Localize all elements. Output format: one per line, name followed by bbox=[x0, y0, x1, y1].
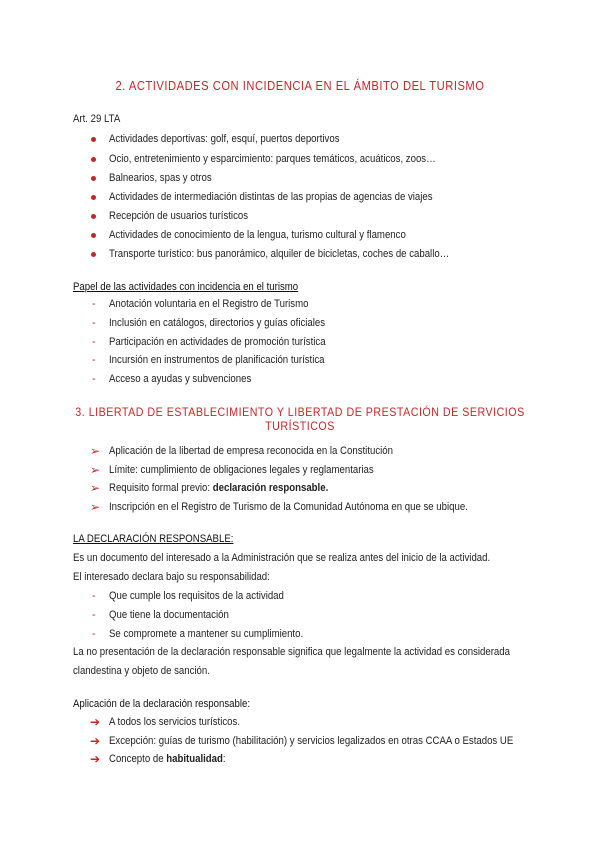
arrowhead-icon: ➢ bbox=[90, 463, 101, 477]
application-item: Excepción: guías de turismo (habilitación) y servicios legalizados en otras CCAA o Estados UE bbox=[109, 735, 514, 747]
bullet-icon bbox=[91, 157, 96, 162]
freedom-point: Inscripción en el Registro de Turismo de la Comunidad Autónoma en que se ubique. bbox=[109, 501, 468, 513]
dash-icon: - bbox=[92, 628, 96, 640]
declaration-intro: El interesado declara bajo su responsabilidad: bbox=[73, 571, 270, 583]
arrowhead-icon: ➢ bbox=[90, 444, 101, 458]
arrow-right-icon: ➔ bbox=[90, 715, 101, 729]
role-item: Anotación voluntaria en el Registro de Turismo bbox=[109, 298, 309, 310]
dash-icon: - bbox=[92, 354, 96, 366]
arrowhead-icon: ➢ bbox=[90, 481, 101, 495]
application-item-text: Concepto de bbox=[109, 753, 167, 765]
dash-icon: - bbox=[92, 373, 96, 385]
activity-item: Actividades deportivas: golf, esquí, puertos deportivos bbox=[109, 133, 340, 145]
section-3-title: 3. LIBERTAD DE ESTABLECIMIENTO Y LIBERTAD DE PRESTACIÓN DE SERVICIOS TURÍSTICOS bbox=[75, 405, 525, 433]
dash-icon: - bbox=[92, 609, 96, 621]
declaration-heading: LA DECLARACIÓN RESPONSABLE: bbox=[73, 533, 234, 545]
article-reference: Art. 29 LTA bbox=[73, 113, 121, 125]
arrowhead-icon: ➢ bbox=[90, 500, 101, 514]
role-item: Participación en actividades de promoción turística bbox=[109, 336, 326, 348]
declaration-item: Se compromete a mantener su cumplimiento. bbox=[109, 628, 304, 640]
declaration-responsible-term: declaración responsable. bbox=[212, 482, 329, 494]
dash-icon: - bbox=[92, 298, 96, 310]
role-item: Incursión en instrumentos de planificación turística bbox=[109, 354, 325, 366]
bullet-icon bbox=[91, 195, 96, 200]
application-item bbox=[109, 752, 226, 766]
activity-item: Recepción de usuarios turísticos bbox=[109, 210, 249, 222]
declaration-note: La no presentación de la declaración responsable significa que legalmente la actividad es considerada bbox=[73, 646, 510, 658]
habitualidad-term: habitualidad bbox=[166, 753, 223, 765]
freedom-point: Aplicación de la libertad de empresa reconocida en la Constitución bbox=[109, 445, 394, 457]
bullet-icon bbox=[91, 252, 96, 257]
role-item: Inclusión en catálogos, directorios y guías oficiales bbox=[109, 317, 326, 329]
dash-icon: - bbox=[92, 590, 96, 602]
roles-heading: Papel de las actividades con incidencia en el turismo bbox=[73, 281, 299, 293]
section-2-title: 2. ACTIVIDADES CON INCIDENCIA EN EL ÁMBITO DEL TURISMO bbox=[115, 78, 485, 93]
declaration-item: Que cumple los requisitos de la actividad bbox=[109, 590, 284, 602]
arrow-right-icon: ➔ bbox=[90, 734, 101, 748]
activity-item: Actividades de intermediación distintas de las propias de agencias de viajes bbox=[109, 191, 433, 203]
bullet-icon bbox=[91, 176, 96, 181]
declaration-item: Que tiene la documentación bbox=[109, 609, 229, 621]
bullet-icon bbox=[91, 214, 96, 219]
declaration-note-cont: clandestina y objeto de sanción. bbox=[73, 665, 210, 677]
bullet-icon bbox=[91, 233, 96, 238]
freedom-point: Límite: cumplimiento de obligaciones legales y reglamentarias bbox=[109, 464, 374, 476]
activity-item: Transporte turístico: bus panorámico, alquiler de bicicletas, coches de caballo… bbox=[109, 248, 450, 260]
application-heading: Aplicación de la declaración responsable: bbox=[73, 698, 251, 710]
dash-icon: - bbox=[92, 317, 96, 329]
arrow-right-icon: ➔ bbox=[90, 752, 101, 766]
freedom-point bbox=[109, 481, 328, 495]
application-item: A todos los servicios turísticos. bbox=[109, 716, 241, 728]
declaration-definition: Es un documento del interesado a la Administración que se realiza antes del inicio de la actividad. bbox=[73, 552, 491, 564]
activity-item: Ocio, entretenimiento y esparcimiento: parques temáticos, acuáticos, zoos… bbox=[109, 153, 436, 165]
dash-icon: - bbox=[92, 336, 96, 348]
bullet-icon bbox=[91, 137, 96, 142]
application-item-tail: : bbox=[222, 753, 226, 765]
role-item: Acceso a ayudas y subvenciones bbox=[109, 373, 252, 385]
activity-item: Balnearios, spas y otros bbox=[109, 172, 212, 184]
activity-item: Actividades de conocimiento de la lengua, turismo cultural y flamenco bbox=[109, 229, 406, 241]
freedom-point-text: Requisito formal previo: bbox=[109, 482, 213, 494]
